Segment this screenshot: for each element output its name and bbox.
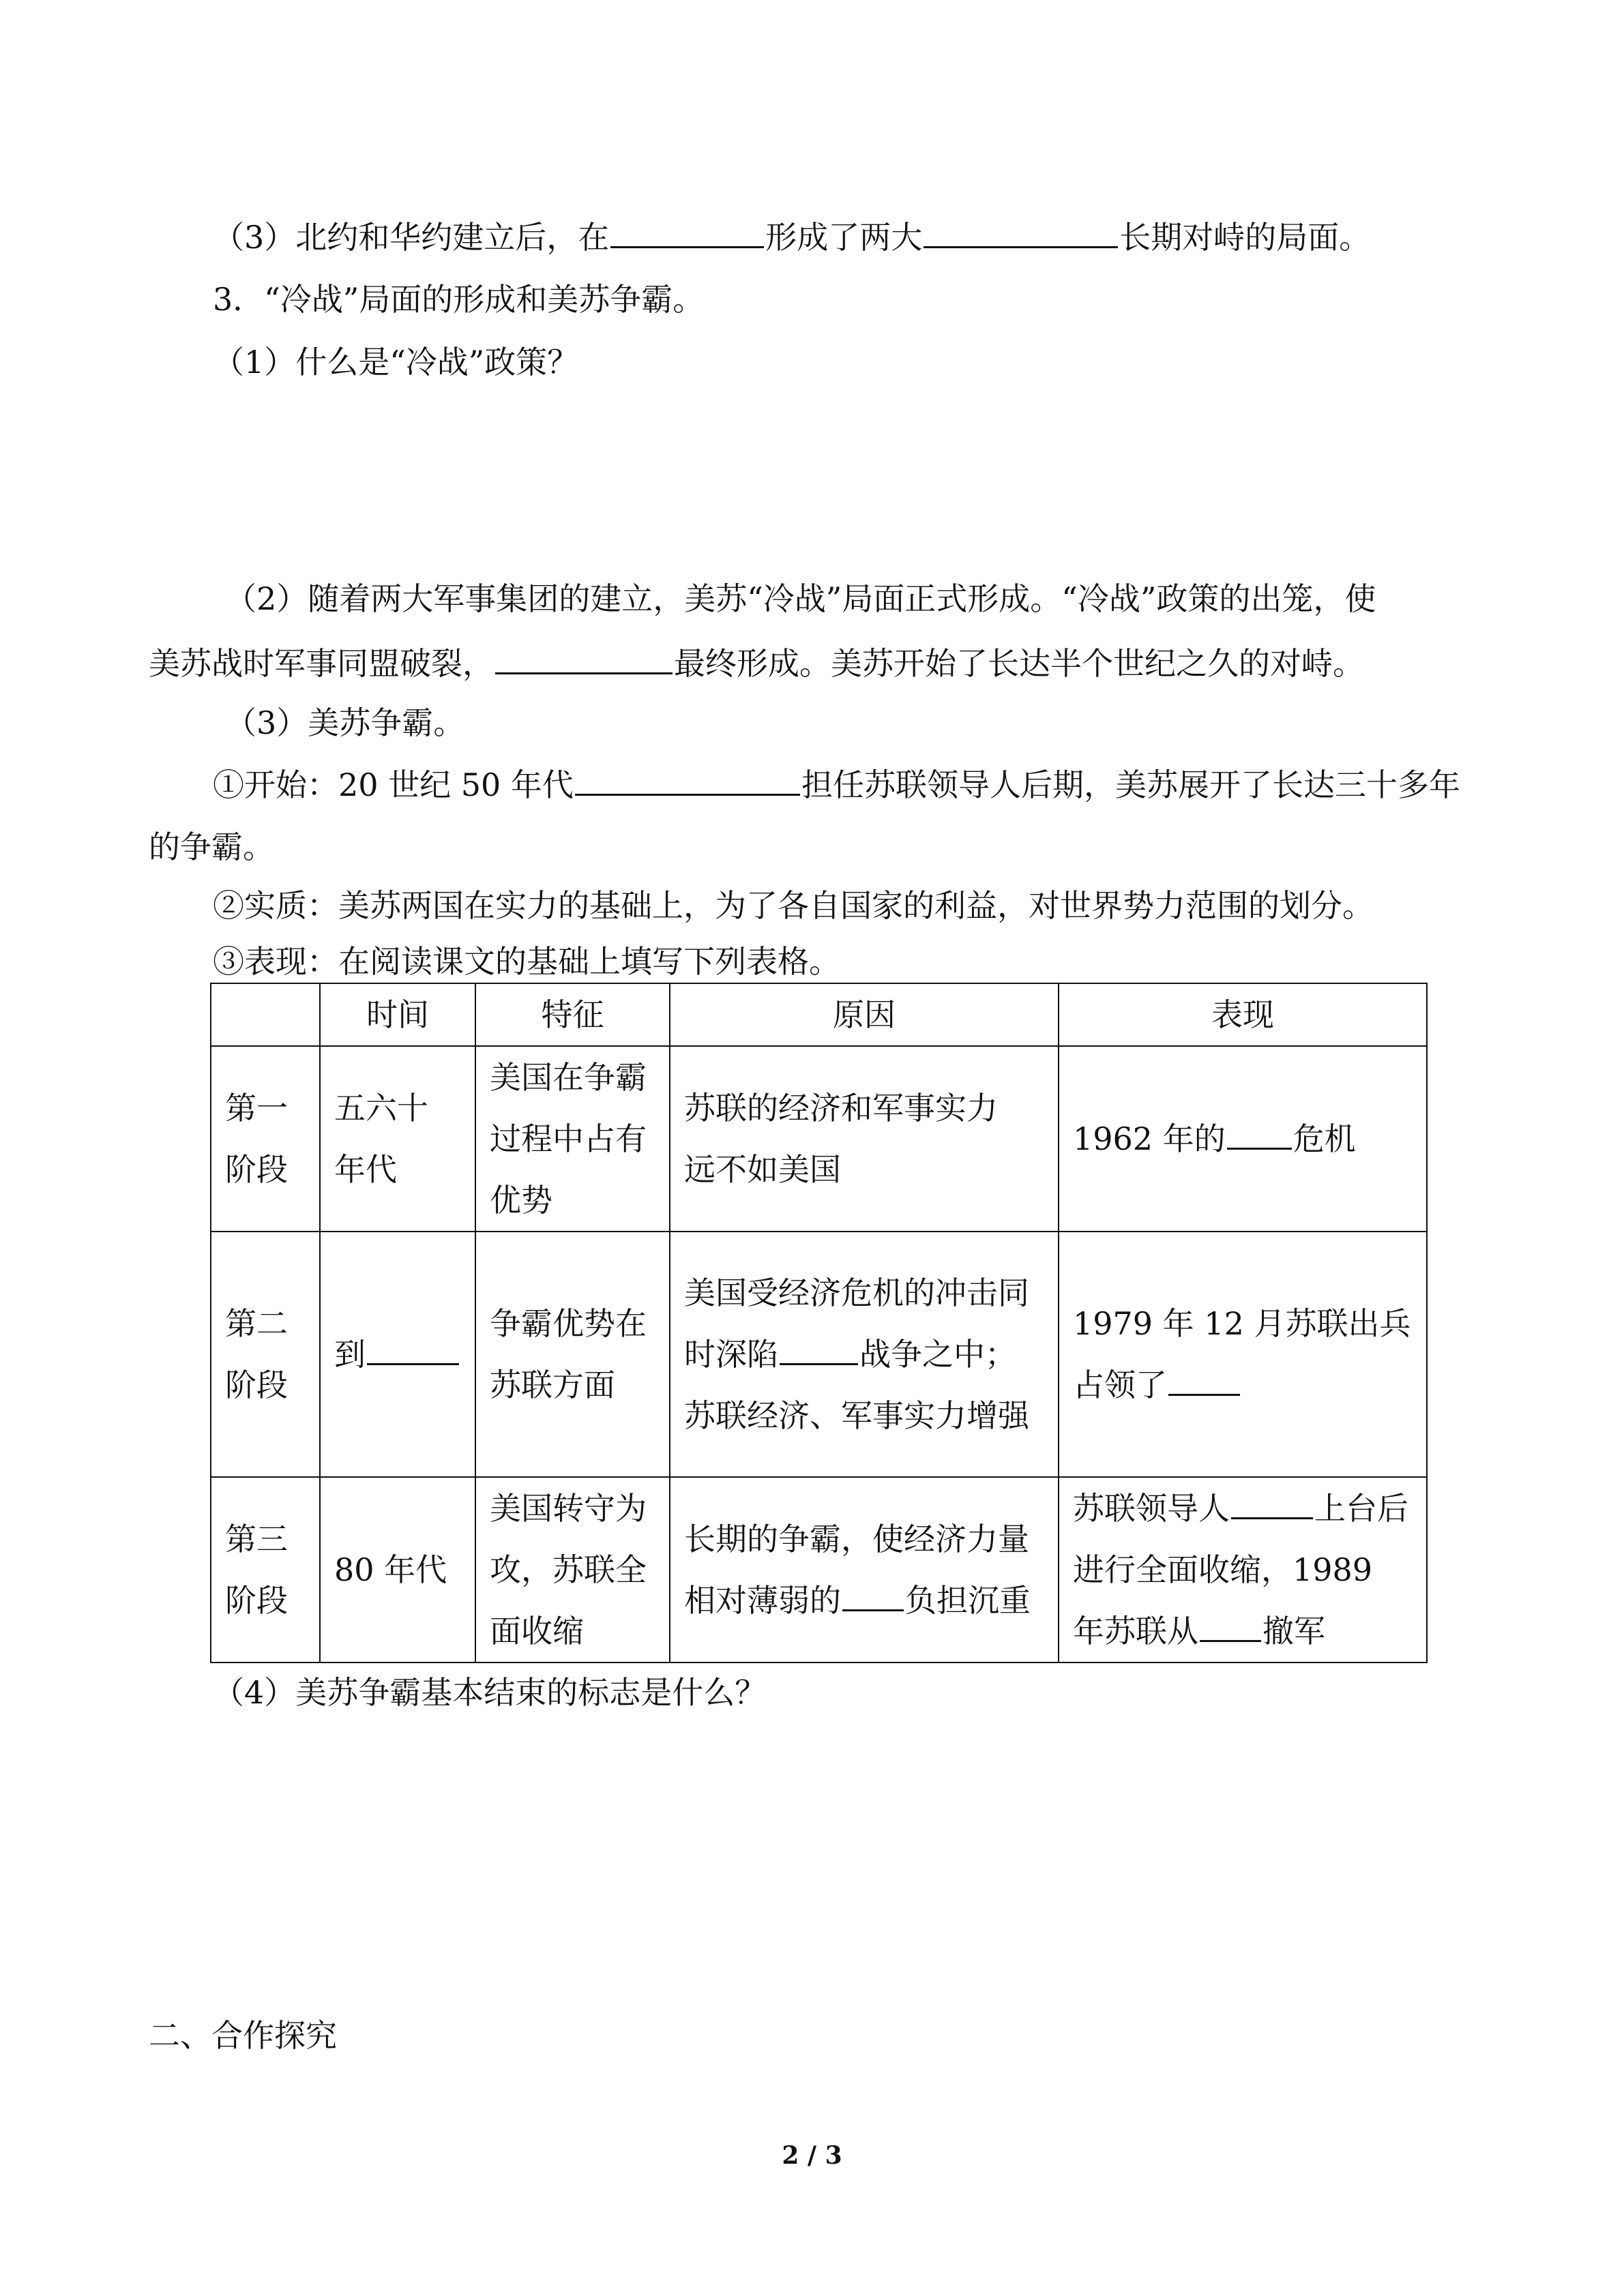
table-row [211,1232,1427,1477]
feature-cell: 美国在争霸过程中占有优势 [475,1046,670,1232]
stage-cell: 第二阶段 [211,1232,320,1477]
page-number: 2 / 3 [782,2141,842,2170]
q3-4-question: （4）美苏争霸基本结束的标志是什么？ [213,1674,767,1711]
section-3-title: 3．“冷战”局面的形成和美苏争霸。 [213,281,705,318]
table-row [211,1477,1427,1663]
reason-cell: 长期的争霸，使经济力量相对薄弱的 负担沉重 [670,1477,1059,1663]
table-row [211,1046,1427,1232]
header-cell [211,983,320,1046]
header-cell: 时间 [320,983,475,1046]
rivalry-table [210,983,1428,1663]
q2-3-line: （3）北约和华约建立后，在 形成了两大 长期对峙的局面。 [213,215,1370,258]
blank-time[interactable] [367,1332,459,1365]
header-cell: 原因 [670,983,1059,1046]
q3-2-line1: （2）随着两大军事集团的建立，美苏“冷战”局面正式形成。“冷战”政策的出笼，使 [225,580,1376,617]
feature-cell: 美国转守为攻，苏联全面收缩 [475,1477,670,1663]
q3-3-title: （3）美苏争霸。 [225,704,465,741]
reason-cell: 苏联的经济和军事实力远不如美国 [670,1046,1059,1232]
header-cell: 表现 [1059,983,1427,1046]
blank-war[interactable] [780,1332,858,1365]
blank-leader[interactable] [575,762,800,796]
start-line1: ①开始：20 世纪 50 年代 担任苏联领导人后期，美苏展开了长达三十多年 [213,762,1460,805]
reason-cell: 美国受经济危机的冲击同时深陷 战争之中；苏联经济、军事实力增强 [670,1232,1059,1477]
show-cell: 1979 年 12 月苏联出兵占领了 [1059,1232,1427,1477]
essence-line: ②实质：美苏两国在实力的基础上，为了各自国家的利益，对世界势力范围的划分。 [213,887,1374,924]
feature-cell: 争霸优势在苏联方面 [475,1232,670,1477]
blank-region[interactable] [610,215,764,248]
blank-cold-war[interactable] [495,641,673,674]
start-line2: 的争霸。 [149,829,274,865]
performance-line: ③表现：在阅读课文的基础上填写下列表格。 [213,943,840,980]
section-2-title: 二、合作探究 [149,2017,337,2054]
time-cell: 五六十年代 [320,1046,475,1232]
blank-country-2[interactable] [842,1578,904,1611]
q3-1-question: （1）什么是“冷战”政策？ [213,344,579,381]
header-cell: 特征 [475,983,670,1046]
q3-2-line2: 美苏战时军事同盟破裂， 最终形成。美苏开始了长达半个世纪之久的对峙。 [149,641,1364,684]
stage-cell: 第一阶段 [211,1046,320,1232]
blank-withdraw[interactable] [1200,1609,1261,1642]
blank-soviet-leader[interactable] [1231,1486,1313,1519]
blank-country[interactable] [1168,1362,1240,1396]
time-cell: 到 [320,1232,475,1477]
stage-cell: 第三阶段 [211,1477,320,1663]
time-cell: 80 年代 [320,1477,475,1663]
blank-blocs[interactable] [924,215,1118,248]
show-cell: 苏联领导人 上台后进行全面收缩，1989 年苏联从 撤军 [1059,1477,1427,1663]
blank-crisis[interactable] [1227,1116,1292,1150]
show-cell: 1962 年的 危机 [1059,1046,1427,1232]
table-header-row [211,983,1427,1046]
